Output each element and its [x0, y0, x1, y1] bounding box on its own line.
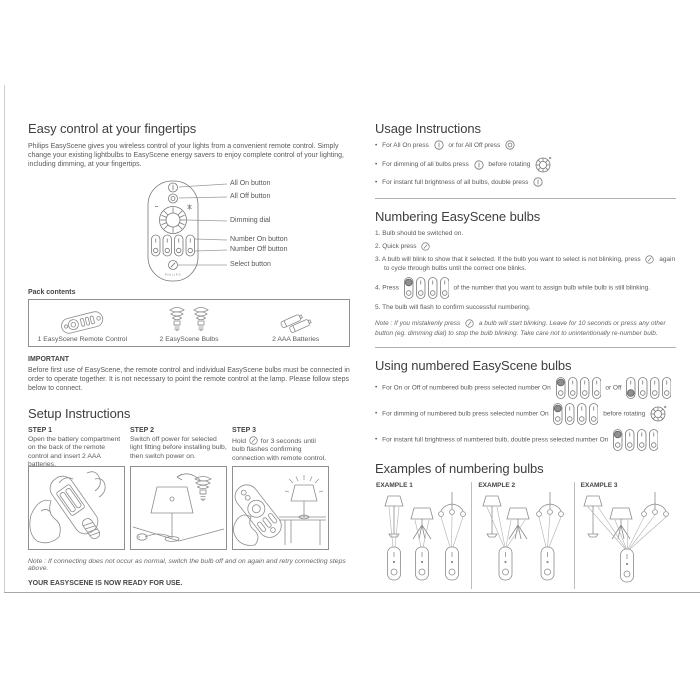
- bright-star-mark: [549, 157, 551, 159]
- batteries-pack-icon: [276, 312, 316, 334]
- step-2-text: Switch off power for selected light fitting before installing bulb, then switch power on.: [130, 435, 227, 460]
- pack-contents-box: [28, 299, 350, 347]
- numbering-note: Note : If you mistakenly press a bulb will start blinking. Leave for 10 seconds or press any other button (eg. dimming dial) to stop the bulb blinking. Take care not to unintentionally re-number bulb.: [375, 320, 666, 337]
- numbering-item-3: 3. A bulb will blink to show that it selected. If the bulb you want to select is not blinking, press again to cycle through bulbs until the correct one blinks.: [375, 256, 676, 273]
- pack-item-label: 1 EasyScene Remote Control: [37, 336, 128, 344]
- philips-brand-text: PHILIPS: [164, 273, 182, 278]
- important-body: Before first use of EasyScene, the remote control and individual EasyScene bulbs must be connected in order to operate together. It is not necessary to point the remote control at the lamp. Please follow steps below to connect.: [28, 367, 350, 392]
- select-button-icon: [465, 319, 474, 328]
- example-3-label: EXAMPLE 3: [580, 481, 618, 489]
- dimming-dial-icon: [155, 205, 192, 234]
- step-3-label: STEP 3: [232, 426, 256, 434]
- all-on-button-icon: [169, 183, 178, 192]
- pack-item-batteries: [242, 300, 349, 346]
- right-column: [375, 121, 676, 589]
- usage-title: Usage Instructions: [375, 121, 481, 136]
- intro-paragraph: Philips EasyScene gives you wireless control of your lights from a convenient remote control. Simply change your existing lightbulbs to EasyScene energy savers to enjoy complete control of your lighting, including dimming, at your fingertips.: [28, 143, 344, 168]
- step-1-label: STEP 1: [28, 426, 52, 434]
- using-bullet-2: • For dimming of numbered bulb press selected number On before rotating: [375, 403, 676, 425]
- remote-control-illustration: [28, 179, 350, 285]
- dimming-dial-icon: [535, 156, 552, 173]
- pack-item-bulbs: [136, 300, 243, 346]
- using-bullet-1: • For On or Off of numbered bulb press selected number On or Off: [375, 377, 676, 399]
- example-1-label: EXAMPLE 1: [376, 481, 413, 489]
- number-on-buttons-icon: [556, 377, 601, 399]
- number-on-buttons-icon: [613, 429, 658, 451]
- all-on-icon: [533, 177, 543, 187]
- page-edge-bottom: [4, 592, 700, 593]
- example-1: [375, 482, 471, 589]
- pack-item-remote: [29, 300, 136, 346]
- page-edge-left: [4, 85, 5, 593]
- usage-bullet-1: • For All On press or for All Off press: [375, 140, 676, 152]
- bright-star-mark: [188, 205, 192, 210]
- select-button-icon: [169, 261, 178, 270]
- numbering-item-2: 2. Quick press: [375, 242, 676, 251]
- label-all-off: All Off button: [230, 193, 271, 201]
- step-3-image: [232, 466, 329, 550]
- using-title: Using numbered EasyScene bulbs: [375, 357, 572, 373]
- step-2-label: STEP 2: [130, 426, 154, 434]
- label-select: Select button: [230, 261, 271, 269]
- pack-item-label: 2 AAA Batteries: [272, 336, 320, 344]
- step-3: [232, 427, 329, 550]
- example-2-label: EXAMPLE 2: [478, 481, 516, 489]
- select-button-icon: [421, 242, 430, 251]
- setup-steps: [28, 427, 350, 550]
- label-number-off: Number Off button: [230, 246, 288, 254]
- numbering-item-1: 1. Bulb should be switched on.: [375, 230, 464, 237]
- remote-pack-icon: [56, 310, 108, 334]
- step-3-text: Hold for 3 seconds until bulb flashes confirming connection with remote control.: [232, 437, 327, 462]
- left-column: [28, 121, 350, 587]
- number-buttons-icon: [152, 235, 195, 256]
- number-on-buttons-icon: [404, 277, 449, 299]
- separator: [375, 347, 676, 348]
- step-2: [130, 427, 227, 550]
- example-3: [574, 482, 676, 589]
- numbering-item-4: 4. Press of the number that you want to assign bulb while bulb is still blinking.: [375, 277, 676, 299]
- numbering-title: Numbering EasyScene bulbs: [375, 209, 541, 224]
- step-1-text: Open the battery compartment on the back of the remote control and insert 2 AAA batteries.: [28, 435, 121, 468]
- setup-title: Setup Instructions: [28, 405, 131, 421]
- remote-diagram: [28, 179, 350, 285]
- setup-note: Note : If connecting does not occur as normal, switch the bulb off and on again and retry connecting steps above.: [28, 557, 346, 572]
- examples-row: [375, 482, 676, 589]
- example-1-illustration: [376, 492, 468, 584]
- all-off-button-icon: [169, 194, 178, 203]
- examples-title: Examples of numbering bulbs: [375, 460, 544, 476]
- page-title: Easy control at your fingertips: [28, 121, 197, 136]
- important-title: IMPORTANT: [28, 356, 70, 364]
- example-2: [471, 482, 573, 589]
- step-1-image: [28, 466, 125, 550]
- example-3-illustration: [581, 492, 673, 584]
- bulbs-pack-icon: [166, 303, 212, 334]
- dimming-dial-icon: [650, 405, 667, 422]
- numbering-item-5: 5. The bulb will flash to confirm successful numbering.: [375, 304, 531, 312]
- usage-bullet-2: • For dimming of all bulbs press before rotating: [375, 156, 676, 173]
- number-on-buttons-icon: [553, 403, 598, 425]
- using-bullet-3: • For instant full brightness of numbered bulb, double press selected number On: [375, 429, 676, 451]
- number-off-buttons-icon: [626, 377, 671, 399]
- all-on-icon: [434, 140, 444, 150]
- example-2-illustration: [478, 492, 570, 584]
- label-dimming: Dimming dial: [230, 217, 271, 225]
- all-on-icon: [474, 160, 484, 170]
- pack-item-label: 2 EasyScene Bulbs: [159, 336, 219, 344]
- usage-bullet-3: • For instant full brightness of all bulbs, double press: [375, 177, 676, 189]
- pack-contents-title: Pack contents: [28, 289, 76, 297]
- numbering-list: [375, 229, 676, 312]
- label-all-on: All On button: [230, 180, 271, 188]
- step-1: [28, 427, 125, 550]
- step-2-image: [130, 466, 227, 550]
- separator: [375, 198, 676, 199]
- all-off-icon: [505, 140, 515, 150]
- label-number-on: Number On button: [230, 236, 288, 244]
- ready-statement: YOUR EASYSCENE IS NOW READY FOR USE.: [28, 579, 183, 587]
- select-button-icon: [249, 436, 258, 445]
- select-button-icon: [645, 255, 654, 264]
